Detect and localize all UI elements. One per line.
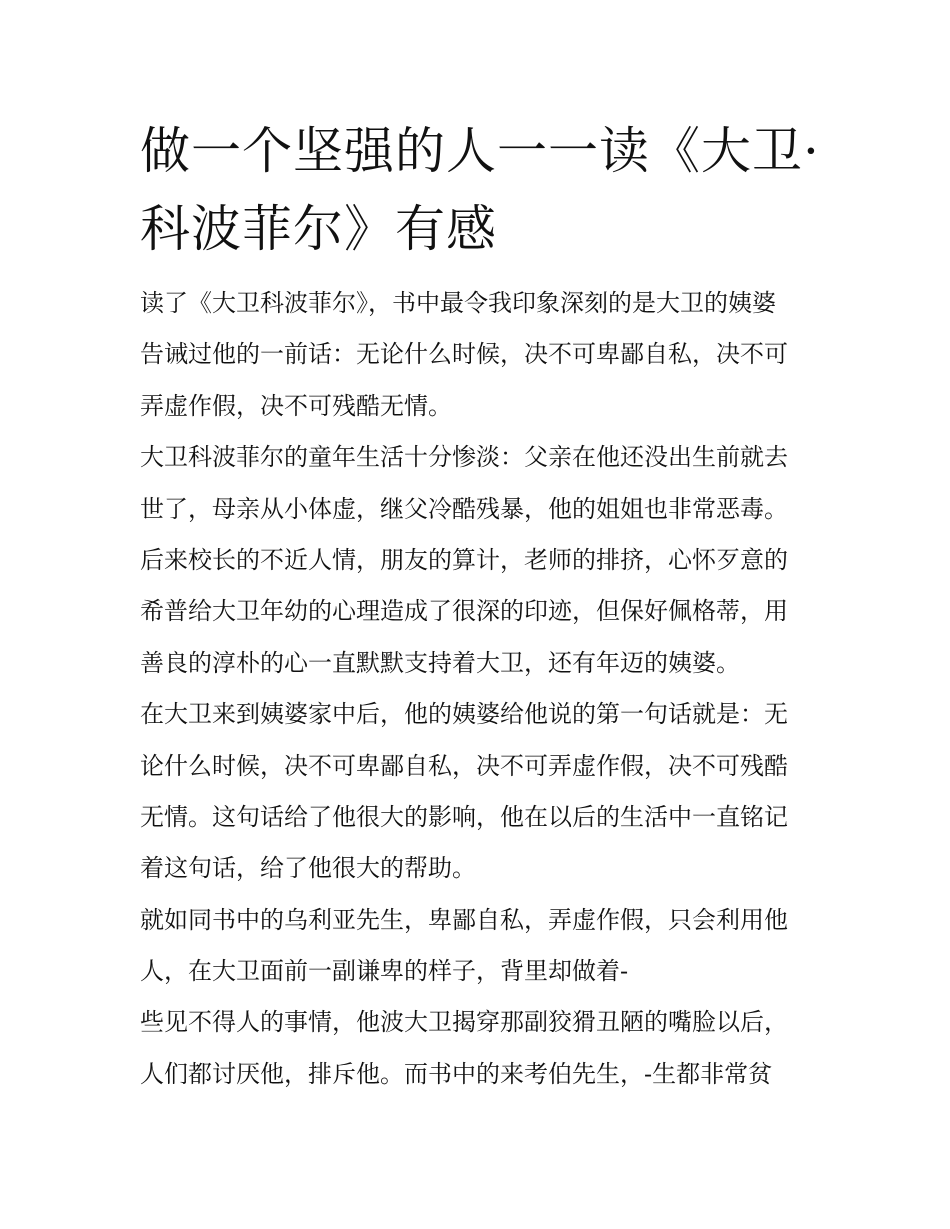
body-line: 无情。这句话给了他很大的影响，他在以后的生活中一直铭记 bbox=[140, 802, 788, 831]
body-line: 些见不得人的事情，他波大卫揭穿那副狡猾丑陋的嘴脸以后， bbox=[140, 1008, 788, 1037]
body-line: 大卫科波菲尔的童年生活十分惨淡：父亲在他还没出生前就去 bbox=[140, 443, 788, 472]
body-line: 希普给大卫年幼的心理造成了很深的印迹，但保好佩格蒂，用 bbox=[140, 597, 788, 626]
body-line: 后来校长的不近人情，朋友的算计，老师的排挤，心怀歹意的 bbox=[140, 545, 788, 574]
body-line: 弄虚作假，决不可残酷无情。 bbox=[140, 391, 452, 420]
body-line: 着这句话，给了他很大的帮助。 bbox=[140, 854, 476, 883]
body-line: 告诫过他的一前话：无论什么时候，决不可卑鄙自私，决不可 bbox=[140, 340, 788, 369]
title-line: 做一个坚强的人一一读《大卫· bbox=[140, 122, 820, 180]
body-line: 读了《大卫科波菲尔》，书中最令我印象深刻的是大卫的姨婆 bbox=[140, 289, 776, 317]
body-line: 在大卫来到姨婆家中后，他的姨婆给他说的第一句话就是：无 bbox=[140, 700, 788, 729]
body-line: 人们都讨厌他，排斥他。而书中的来考伯先生，-生都非常贫 bbox=[140, 1059, 773, 1088]
body-line: 人，在大卫面前一副谦卑的样子，背里却做着- bbox=[140, 957, 629, 986]
document-body bbox=[140, 278, 830, 1100]
title-line: 科波菲尔》有感 bbox=[140, 200, 497, 258]
body-line: 就如同书中的乌利亚先生，卑鄙自私，弄虚作假，只会利用他 bbox=[140, 905, 788, 934]
body-line: 善良的淳朴的心一直默默支持着大卫，还有年迈的姨婆。 bbox=[140, 648, 740, 677]
body-line: 论什么时候，决不可卑鄙自私，决不可弄虚作假，决不可残酷 bbox=[140, 751, 788, 780]
body-line: 世了，母亲从小体虚，继父冷酷残暴，他的姐姐也非常恶毒。 bbox=[140, 494, 788, 523]
document-title bbox=[140, 112, 820, 268]
